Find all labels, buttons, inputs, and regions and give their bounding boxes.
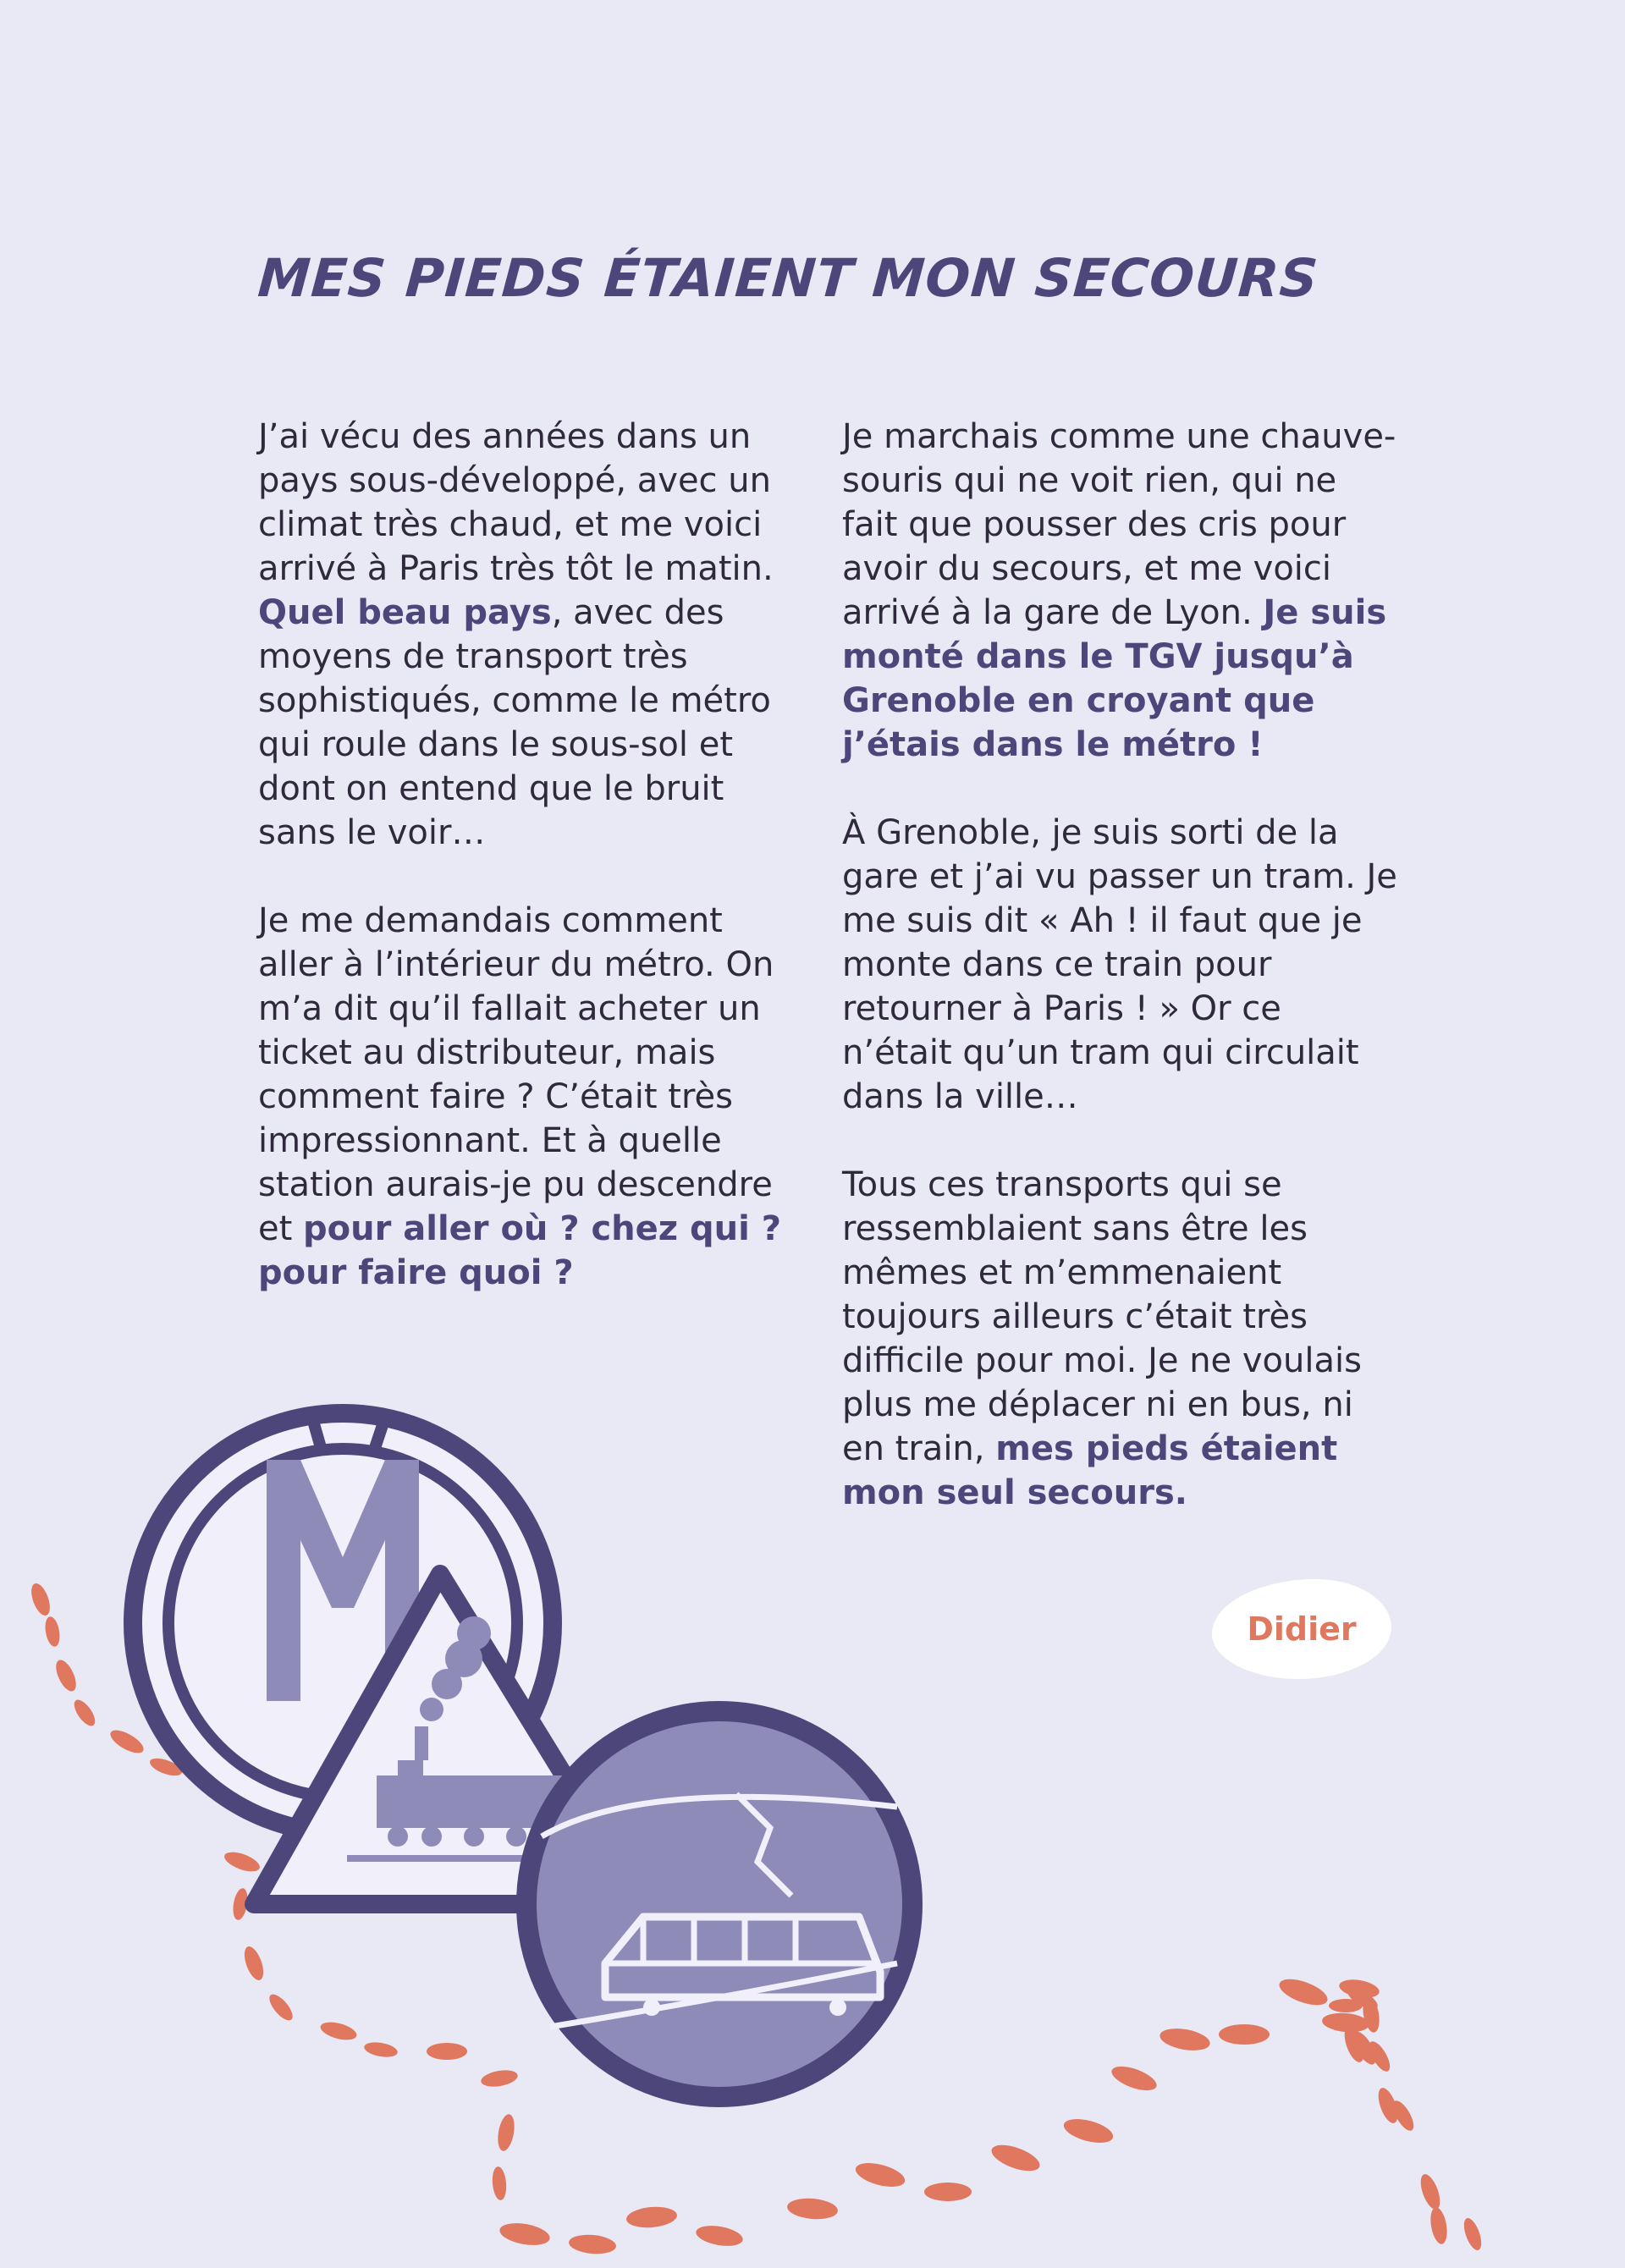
emphasis: Quel beau pays (258, 593, 552, 632)
signature-name: Didier (1247, 1610, 1357, 1648)
right-paragraph-1 (842, 415, 1401, 767)
left-paragraph-1 (258, 415, 800, 855)
tram-sign-icon (526, 1711, 912, 2097)
emphasis: Je suis monté dans le TGV jusqu’à Grenoble en croyant que j’étais dans le métro ! (842, 593, 1387, 764)
text-run: Je me demandais comment aller à l’intérieur du métro. On m’a dit qu’il fallait acheter un ticket au distributeur, mais comment faire ? C’était très impressionnant. Et à quelle station aurais-je pu descendre et (258, 901, 774, 1248)
text-run: J’ai vécu des années dans un pays sous-développé, avec un climat très chaud, et me voici arrivé à Paris très tôt le matin. (258, 417, 774, 588)
emphasis: pour aller où ? chez qui ? pour faire quoi ? (258, 1209, 781, 1292)
right-paragraph-2 (842, 811, 1401, 1119)
left-paragraph-2 (258, 899, 800, 1295)
text-run: Tous ces transports qui se ressemblaient sans être les mêmes et m’emmenaient toujours ailleurs c’était très difficile pour moi. Je ne voulais plus me déplacer ni en bus, ni en train, (842, 1165, 1362, 1468)
text-run: À Grenoble, je suis sorti de la gare et j’ai vu passer un tram. Je me suis dit « Ah ! il faut que je monte dans ce train pour retourner à Paris ! » Or ce n’était qu’un tram qui circulait dans la ville… (842, 813, 1397, 1116)
emphasis: mes pieds étaient mon seul secours. (842, 1429, 1338, 1512)
transport-illustration (0, 1320, 1625, 2268)
text-run: Je marchais comme une chauve-souris qui ne voit rien, qui ne fait que pousser des cris pour avoir du secours, et me voici arrivé à la gare de Lyon. (842, 417, 1396, 632)
left-column (258, 415, 800, 1339)
text-run: , avec des moyens de transport très sophistiqués, comme le métro qui roule dans le sous-sol et dont on entend que le bruit sans le voir… (258, 593, 771, 852)
page-title: MES PIEDS ÉTAIENT MON SECOURS (256, 247, 1321, 309)
